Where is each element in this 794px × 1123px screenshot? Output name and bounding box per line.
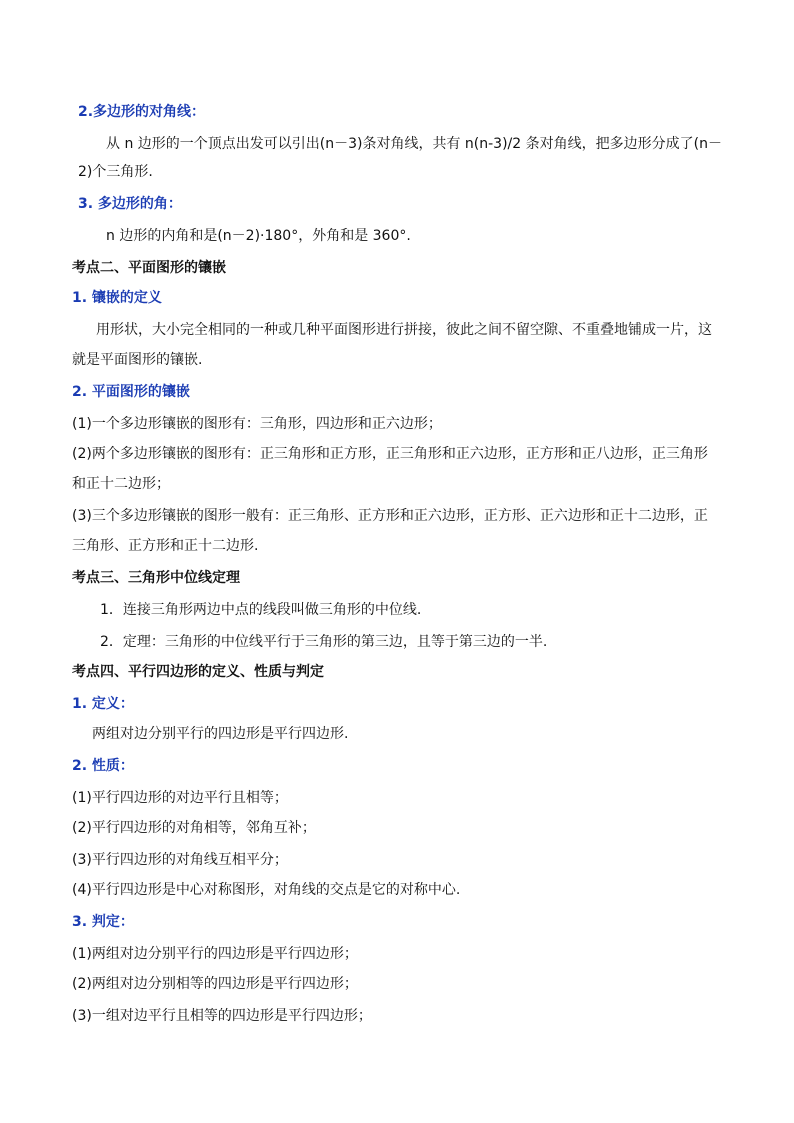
list-item: (3)平行四边形的对角线互相平分； [72,852,288,868]
list-item: (3)三个多边形镶嵌的图形一般有：正三角形、正方形和正六边形，正方形、正六边形和正十二边形，正 [72,508,708,524]
section-heading-parallelogram: 考点四、平行四边形的定义、性质与判定 [72,664,324,680]
heading-properties: 2. 性质： [72,758,134,774]
paragraph-line: 从 n 边形的一个顶点出发可以引出(n－3)条对角线，共有 n(n-3)/2 条对角线，把多边形分成了(n－ [106,136,722,152]
heading-criteria: 3. 判定： [72,914,134,930]
heading-plane-tessellation: 2. 平面图形的镶嵌 [72,384,190,400]
list-item: (4)平行四边形是中心对称图形，对角线的交点是它的对称中心. [72,882,461,898]
paragraph-line: 和正十二边形； [72,476,170,492]
paragraph-line: 2)个三角形. [78,164,153,180]
list-item: (2)平行四边形的对角相等，邻角互补； [72,820,316,836]
heading-diagonals: 2.多边形的对角线： [78,104,206,120]
paragraph-line: 三角形、正方形和正十二边形. [72,538,259,554]
paragraph-line: 两组对边分别平行的四边形是平行四边形. [92,726,349,742]
paragraph-line: 用形状，大小完全相同的一种或几种平面图形进行拼接，彼此之间不留空隙、不重叠地铺成一片，这 [96,322,712,338]
heading-tessellation-definition: 1. 镶嵌的定义 [72,290,162,306]
list-item: 1．连接三角形两边中点的线段叫做三角形的中位线. [100,602,422,618]
list-item: (1)一个多边形镶嵌的图形有：三角形，四边形和正六边形； [72,416,442,432]
list-item: (1)两组对边分别平行的四边形是平行四边形； [72,946,358,962]
list-item: (2)两个多边形镶嵌的图形有：正三角形和正方形，正三角形和正六边形，正方形和正八边形，正三角形 [72,446,708,462]
paragraph-line: n 边形的内角和是(n－2)·180°，外角和是 360°. [106,228,411,244]
list-item: 2．定理：三角形的中位线平行于三角形的第三边，且等于第三边的一半. [100,634,548,650]
list-item: (2)两组对边分别相等的四边形是平行四边形； [72,976,358,992]
list-item: (1)平行四边形的对边平行且相等； [72,790,288,806]
section-heading-midline: 考点三、三角形中位线定理 [72,570,240,586]
section-heading-tessellation: 考点二、平面图形的镶嵌 [72,260,226,276]
list-item: (3)一组对边平行且相等的四边形是平行四边形； [72,1008,372,1024]
heading-angles: 3. 多边形的角： [78,196,182,212]
heading-definition: 1. 定义： [72,696,134,712]
paragraph-line: 就是平面图形的镶嵌. [72,352,203,368]
